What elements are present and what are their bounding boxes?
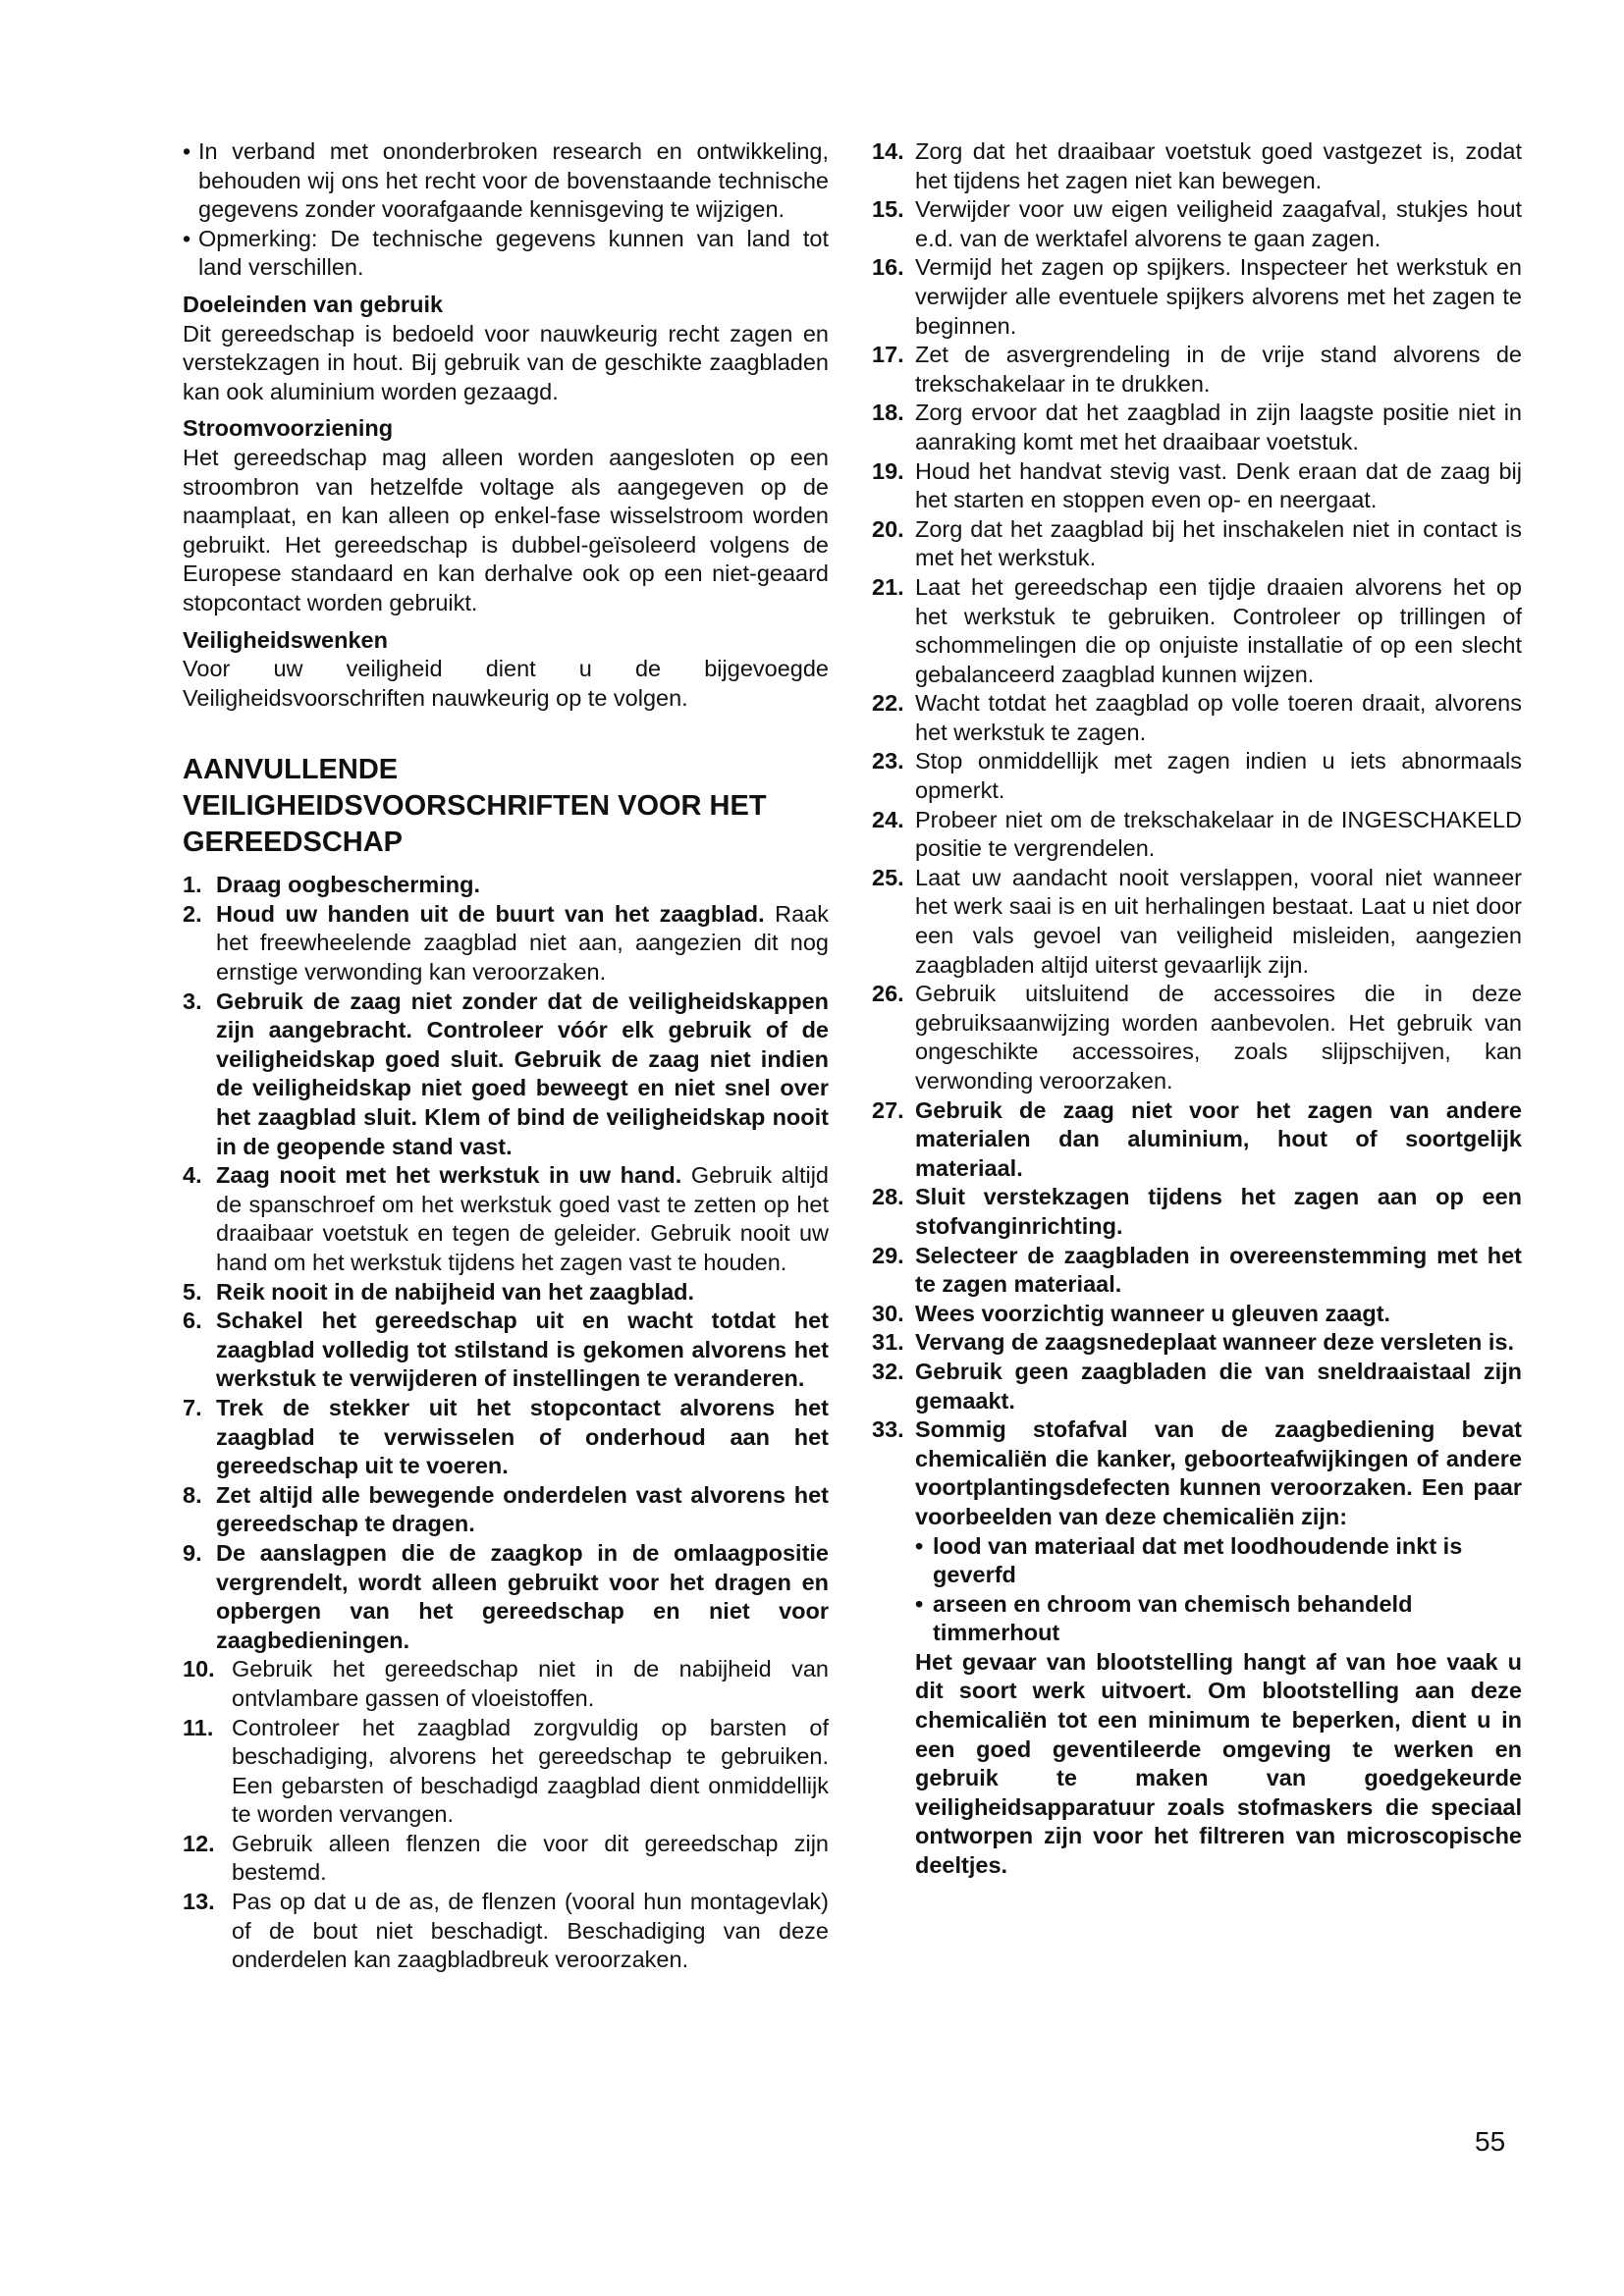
- safety-item: 33. Sommig stofafval van de zaagbediening bevat chemicaliën die kanker, geboorteafwijkingen of andere voortplantingsdefecten kunnen veroorzaken. Een paar voorbeelden van deze chemicaliën zijn:: [872, 1416, 1522, 1529]
- safety-item: 19. Houd het handvat stevig vast. Denk eraan dat de zaag bij het starten en stoppen even op- en neergaat.: [872, 457, 1522, 513]
- closing-paragraph: Het gevaar van blootstelling hangt af van hoe vaak u dit soort werk uitvoert. Om blootstelling aan deze chemicaliën tot een minimum te beperken, dient u in een goed geventileerde omgeving te werken en gebruik te maken van goedgekeurde veiligheidsapparatuur zoals stofmaskers die speciaal ontworpen zijn voor het filtreren van microscopische deeltjes.: [915, 1648, 1522, 1879]
- safety-item: 10. Gebruik het gereedschap niet in de nabijheid van ontvlambare gassen of vloeistoffen.: [183, 1656, 829, 1711]
- sub-bullet: • lood van materiaal dat met loodhoudende inkt is geverfd: [915, 1532, 1463, 1588]
- safety-item: 11. Controleer het zaagblad zorgvuldig op barsten of beschadiging, alvorens het gereedschap te gebruiken. Een gebarsten of beschadigd zaagblad dient onmiddellijk te worden vervangen.: [183, 1714, 829, 1828]
- section-title: Veiligheidswenken: [183, 626, 388, 653]
- left-column: [183, 137, 829, 1975]
- safety-item: 18. Zorg ervoor dat het zaagblad in zijn laagste positie niet in aanraking komt met het draaibaar voetstuk.: [872, 400, 1522, 454]
- safety-item: 16. Vermijd het zagen op spijkers. Inspecteer het werkstuk en verwijder alle eventuele spijkers alvorens met het zagen te beginnen.: [872, 254, 1522, 339]
- safety-item: 13. Pas op dat u de as, de flenzen (vooral hun montagevlak) of de bout niet beschadigt. Beschadiging van deze onderdelen kan zaagbladbreuk veroorzaken.: [183, 1889, 829, 1973]
- safety-item: 12. Gebruik alleen flenzen die voor dit gereedschap zijn bestemd.: [183, 1830, 829, 1886]
- safety-item: 30. Wees voorzichtig wanneer u gleuven zaagt.: [872, 1300, 1391, 1326]
- section-title: Doeleinden van gebruik: [183, 291, 444, 317]
- safety-item: 23. Stop onmiddellijk met zagen indien u iets abnormaals opmerkt.: [872, 748, 1522, 804]
- section-title: Stroomvoorziening: [183, 415, 394, 442]
- safety-item: 17. Zet de asvergrendeling in de vrije stand alvorens de trekschakelaar in te drukken.: [872, 342, 1522, 397]
- safety-item: 27. Gebruik de zaag niet voor het zagen van andere materialen dan aluminium, hout of soortgelijk materiaal.: [872, 1096, 1522, 1181]
- safety-item: 26. Gebruik uitsluitend de accessoires die in deze gebruiksaanwijzing worden aanbevolen. Het gebruik van ongeschikte accessoires, zoals slijpschijven, kan verwonding veroorzaken.: [872, 981, 1522, 1094]
- safety-item: 2. Houd uw handen uit de buurt van het zaagblad. Raak het freewheelende zaagblad niet aan, aangezien dit nog ernstige verwonding kan veroorzaken.: [183, 900, 829, 986]
- safety-item: 6. Schakel het gereedschap uit en wacht totdat het zaagblad volledig tot stilstand is gekomen alvorens het werkstuk te verwijderen of instellingen te veranderen.: [183, 1308, 829, 1392]
- safety-item: 32. Gebruik geen zaagbladen die van sneldraaistaal zijn gemaakt.: [872, 1358, 1522, 1414]
- section-text: Dit gereedschap is bedoeld voor nauwkeurig recht zagen en verstekzagen in hout. Bij gebruik van de geschikte zaagbladen kan ook aluminium worden gezaagd.: [183, 320, 829, 404]
- bullet-item: • Opmerking: De technische gegevens kunnen van land tot land verschillen.: [183, 225, 829, 281]
- safety-item: 20. Zorg dat het zaagblad bij het inschakelen niet in contact is met het werkstuk.: [872, 515, 1522, 571]
- safety-item: 14. Zorg dat het draaibaar voetstuk goed vastgezet is, zodat het tijdens het zagen niet kan bewegen.: [872, 138, 1522, 193]
- safety-item: 31. Vervang de zaagsnedeplaat wanneer deze versleten is.: [872, 1329, 1514, 1356]
- safety-heading: AANVULLENDE VEILIGHEIDSVOORSCHRIFTEN VOOR HET GEREEDSCHAP: [183, 754, 767, 859]
- bullet-item: • In verband met ononderbroken research en ontwikkeling, behouden wij ons het recht voor de bovenstaande technische gegevens zonder voorafgaande kennisgeving te wijzigen.: [183, 138, 829, 223]
- page-number: 55: [1475, 2126, 1506, 2157]
- safety-item: 24. Probeer niet om de trekschakelaar in de INGESCHAKELD positie te vergrendelen.: [872, 806, 1522, 862]
- safety-item: 1. Draag oogbescherming.: [183, 872, 480, 898]
- safety-item: 22. Wacht totdat het zaagblad op volle toeren draait, alvorens het werkstuk te zagen.: [872, 690, 1522, 745]
- safety-item: 8. Zet altijd alle bewegende onderdelen vast alvorens het gereedschap te dragen.: [183, 1481, 829, 1537]
- safety-item: 9. De aanslagpen die de zaagkop in de omlaagpositie vergrendelt, wordt alleen gebruikt voor het dragen en opbergen van het gereedschap en niet voor zaagbedieningen.: [183, 1539, 829, 1653]
- safety-item: 5. Reik nooit in de nabijheid van het zaagblad.: [183, 1278, 695, 1305]
- section-text: Het gereedschap mag alleen worden aangesloten op een stroombron van hetzelfde voltage als aangegeven op de naamplaat, en kan alleen op enkel-fase wisselstroom worden gebruikt. Het gereedschap is dubbel-geïsoleerd volgens de Europese standaard en kan derhalve ook op een niet-geaard stopcontact worden gebruikt.: [183, 444, 829, 615]
- sub-bullet: • arseen en chroom van chemisch behandeld timmerhout: [915, 1590, 1413, 1646]
- right-column: [872, 137, 1522, 1881]
- safety-item: 29. Selecteer de zaagbladen in overeenstemming met het te zagen materiaal.: [872, 1242, 1522, 1298]
- safety-item: 4. Zaag nooit met het werkstuk in uw hand. Gebruik altijd de spanschroef om het werkstuk goed vast te zetten op het draaibaar voetstuk en tegen de geleider. Gebruik nooit uw hand om het werkstuk tijdens het zagen vast te houden.: [183, 1162, 829, 1275]
- safety-item: 25. Laat uw aandacht nooit verslappen, vooral niet wanneer het werk saai is en uit herhalingen bestaat. Laat u niet door een vals gevoel van veiligheid misleiden, aangezien zaagbladen altijd uiterst gevaarlijk zijn.: [872, 864, 1522, 978]
- safety-item: 28. Sluit verstekzagen tijdens het zagen aan op een stofvanginrichting.: [872, 1184, 1522, 1239]
- safety-item: 21. Laat het gereedschap een tijdje draaien alvorens het op het werkstuk te gebruiken. Controleer op trillingen of schommelingen die op onjuiste installatie of op een slecht gebalanceerd zaagblad kunnen wijzen.: [872, 573, 1522, 687]
- section-text: Voor uw veiligheid dient u de bijgevoegde Veiligheidsvoorschriften nauwkeurig op te volgen.: [183, 656, 829, 711]
- safety-item: 15. Verwijder voor uw eigen veiligheid zaagafval, stukjes hout e.d. van de werktafel alvorens te gaan zagen.: [872, 196, 1522, 251]
- safety-item: 3. Gebruik de zaag niet zonder dat de veiligheidskappen zijn aangebracht. Controleer vóór elk gebruik of de veiligheidskap goed sluit. Gebruik de zaag niet indien de veiligheidskap niet goed beweegt en niet snel over het zaagblad sluit. Klem of bind de veiligheidskap nooit in de geopende stand vast.: [183, 988, 829, 1159]
- safety-item: 7. Trek de stekker uit het stopcontact alvorens het zaagblad te verwisselen of onderhoud aan het gereedschap uit te voeren.: [183, 1394, 829, 1479]
